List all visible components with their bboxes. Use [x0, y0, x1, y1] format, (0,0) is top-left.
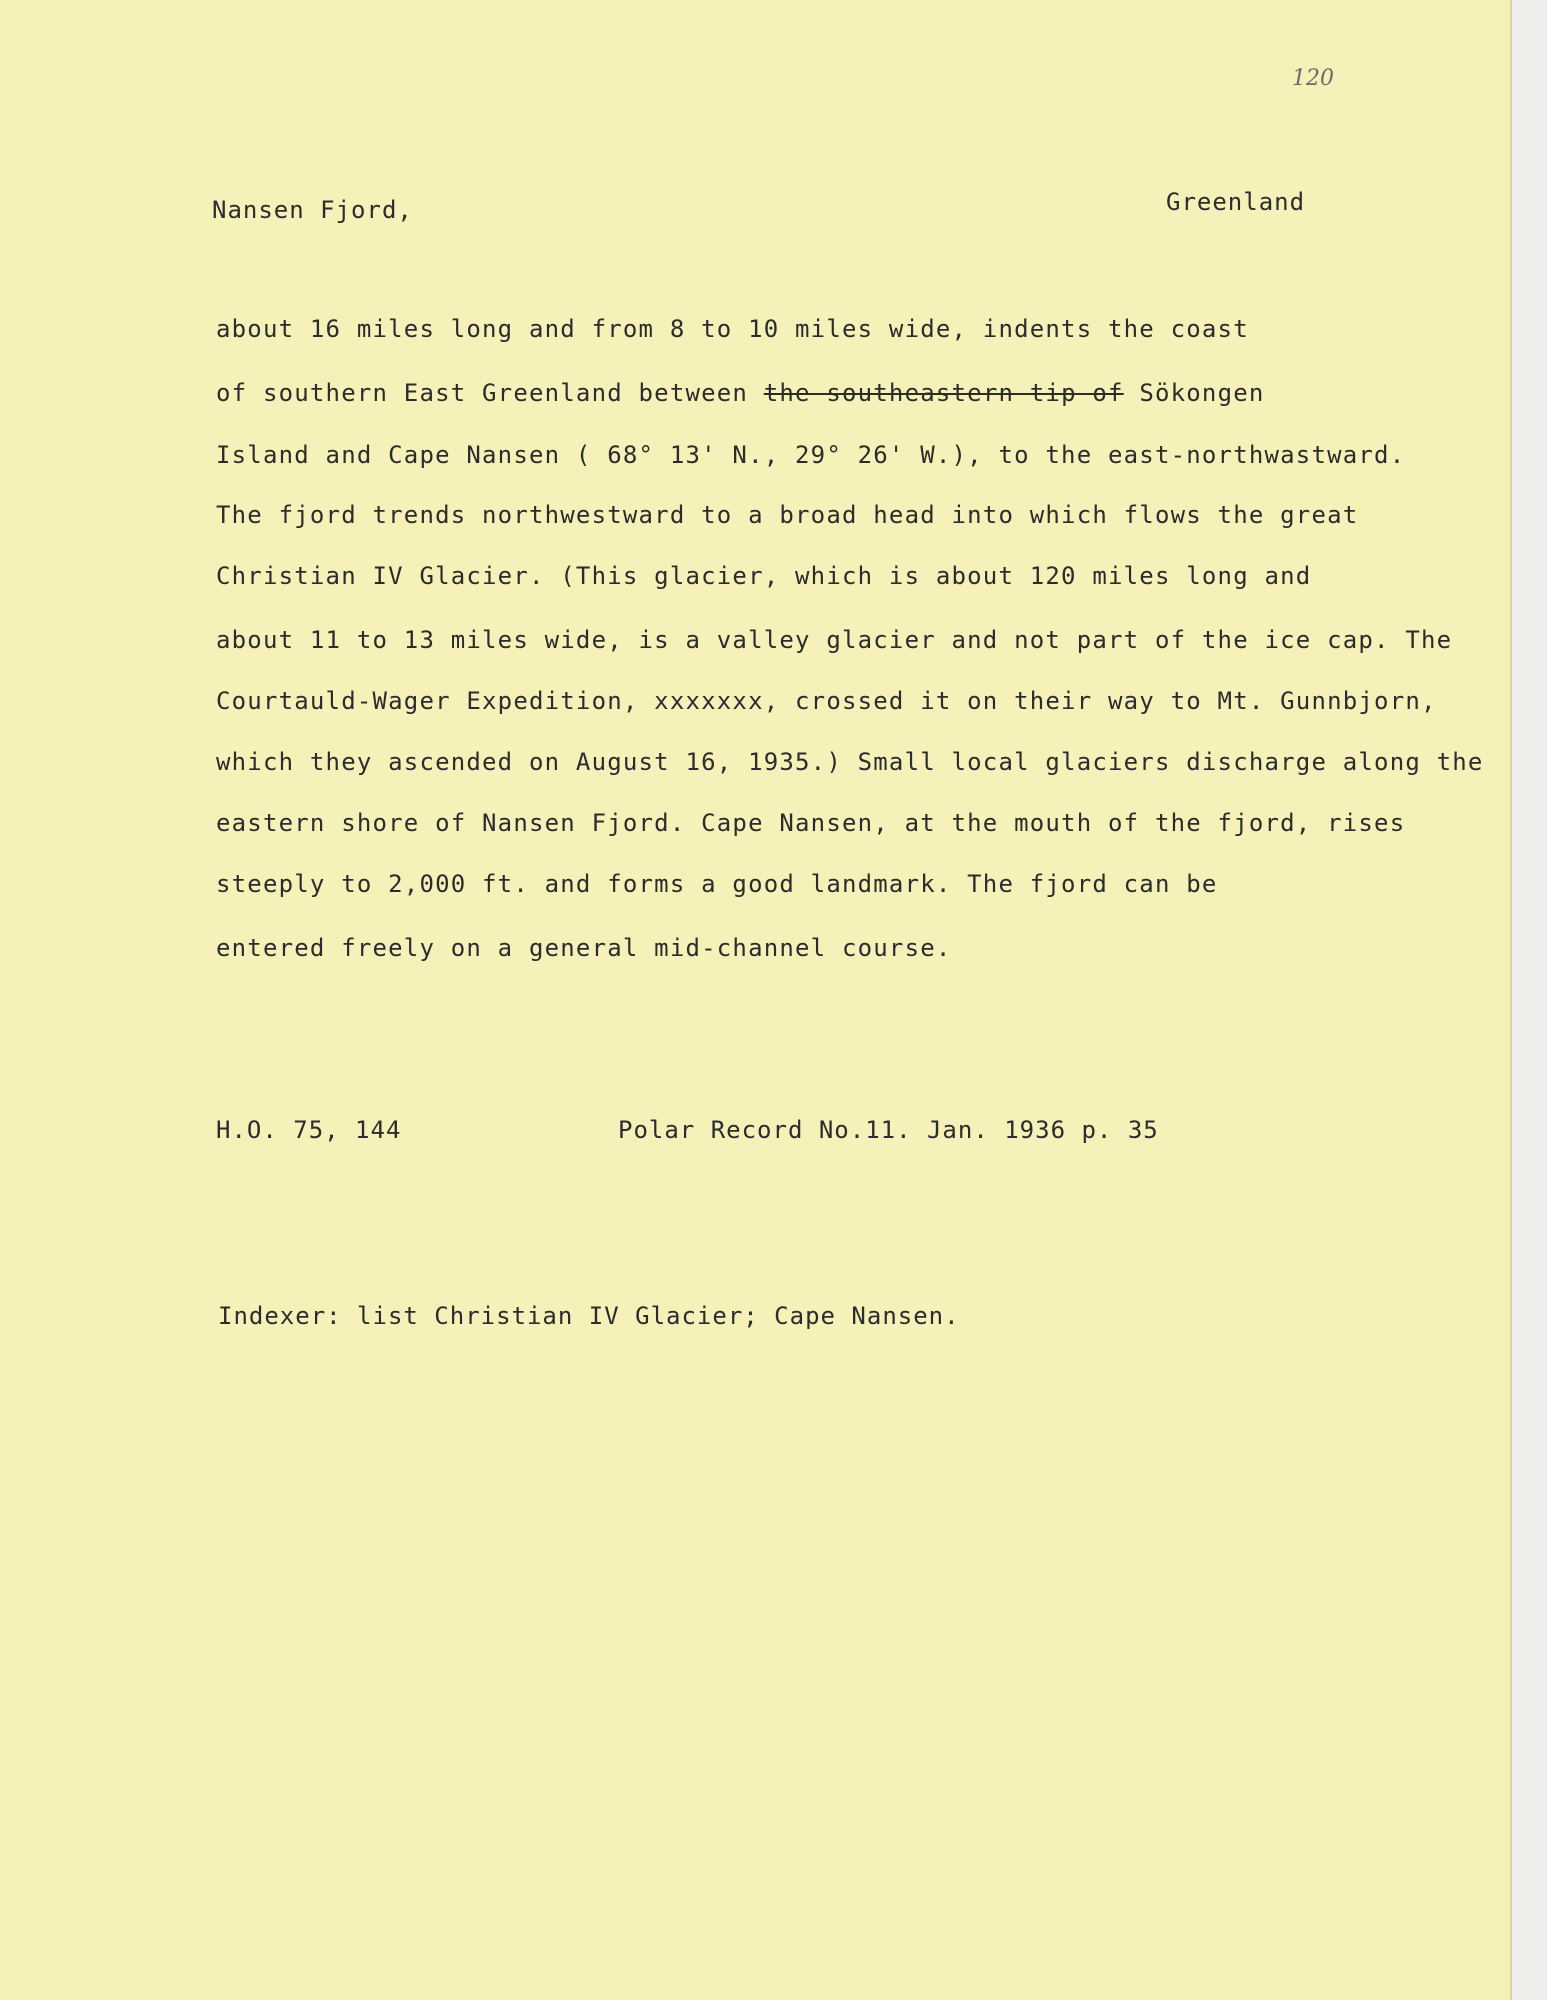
body-line-4: The fjord trends northwestward to a broad head into which flows the great: [216, 501, 1359, 529]
document-title: Nansen Fjord,: [212, 196, 413, 224]
page-number: 120: [1292, 66, 1334, 91]
body-line-2-end: Sökongen: [1123, 379, 1265, 407]
body-line-5: Christian IV Glacier. (This glacier, which is about 120 miles long and: [216, 562, 1312, 590]
body-line-8: which they ascended on August 16, 1935.) Small local glaciers discharge along the: [216, 748, 1484, 776]
hydrographic-reference: H.O. 75, 144: [216, 1116, 402, 1144]
body-line-3: Island and Cape Nansen ( 68° 13' N., 29° 26' W.), to the east-northwastward.: [216, 441, 1406, 469]
body-line-10: steeply to 2,000 ft. and forms a good landmark. The fjord can be: [216, 870, 1218, 898]
page-edge: [1510, 0, 1547, 2000]
body-line-6: about 11 to 13 miles wide, is a valley glacier and not part of the ice cap. The: [216, 626, 1453, 654]
source-citation: Polar Record No.11. Jan. 1936 p. 35: [618, 1116, 1159, 1144]
body-line-1: about 16 miles long and from 8 to 10 miles wide, indents the coast: [216, 315, 1249, 343]
body-line-11: entered freely on a general mid-channel course.: [216, 934, 952, 962]
struck-text: the southeastern tip of: [763, 379, 1124, 407]
body-line-9: eastern shore of Nansen Fjord. Cape Nansen, at the mouth of the fjord, rises: [216, 809, 1406, 837]
body-line-7: Courtauld-Wager Expedition, xxxxxxx, crossed it on their way to Mt. Gunnbjorn,: [216, 687, 1437, 715]
region-label: Greenland: [1166, 188, 1306, 216]
indexer-note: Indexer: list Christian IV Glacier; Cape Nansen.: [218, 1302, 960, 1330]
body-line-2: [216, 381, 1265, 405]
body-line-2-start: of southern East Greenland between: [216, 379, 764, 407]
